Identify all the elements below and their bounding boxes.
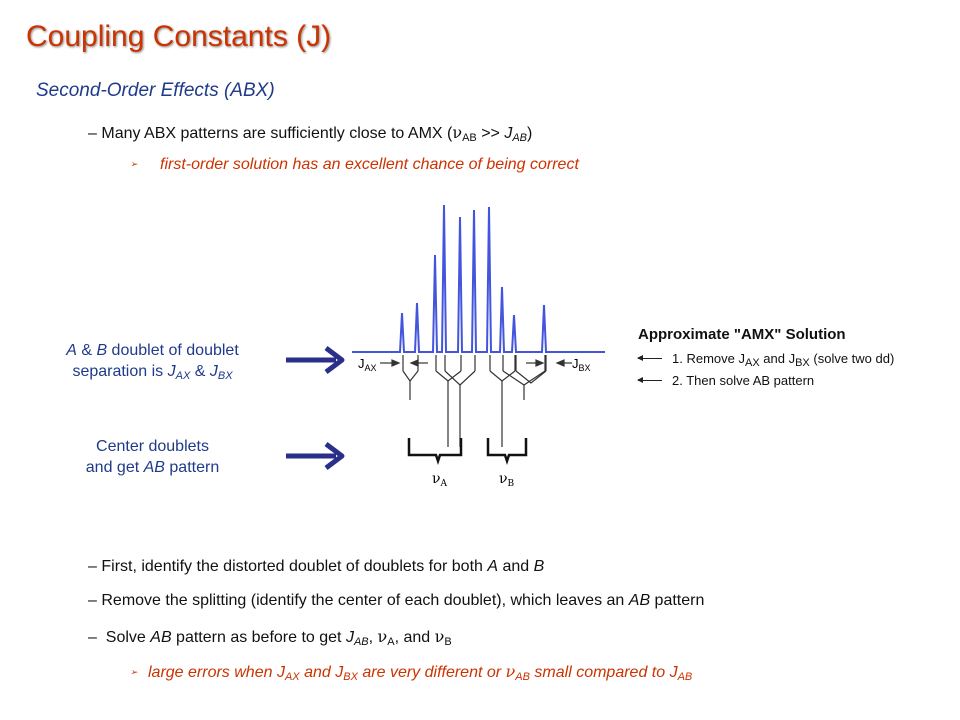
arrow-left-icon — [638, 358, 662, 359]
arrow-bullet-icon: ➢ — [130, 159, 138, 170]
abx-spectrum-trace — [352, 205, 605, 352]
intro-subpoint: ➢ first-order solution has an excellent chance of being correct — [130, 156, 579, 173]
arrow-bullet-icon: ➢ — [130, 667, 138, 678]
step-2: – Remove the splitting (identify the center of each doublet), which leaves an AB pattern — [88, 592, 705, 609]
center-doublets-label: Center doublets and get AB pattern — [85, 438, 220, 476]
step-1: – First, identify the distorted doublet of doublets for both A and B — [88, 558, 545, 575]
abx-spectrum-diagram — [350, 195, 615, 495]
nu-a-label: $\nu_A$ — [432, 471, 448, 489]
amx-solution-box — [638, 326, 894, 395]
amx-step-1: 1. Remove $J_{AX}$ and $J_{BX}$ (solve two dd) — [638, 351, 894, 373]
jbx-label: $J_{BX}$ — [572, 356, 591, 373]
nu-b-label: $\nu_B$ — [499, 471, 515, 489]
jax-label: $J_{AX}$ — [358, 356, 377, 373]
slide-subtitle: Second-Order Effects (ABX) — [36, 80, 275, 101]
intro-point: – Many ABX patterns are sufficiently close to AMX $(\nu_{AB} >> J_{AB})$ — [88, 123, 533, 144]
amx-step-2: 2. Then solve AB pattern — [638, 373, 894, 395]
step-3: – Solve AB pattern as before to get $J_{AB}$, $\nu_A$, and $\nu_B$ — [88, 627, 452, 648]
arrow-right-icon — [284, 340, 348, 380]
arrow-right-icon — [284, 436, 348, 476]
amx-solution-title: Approximate "AMX" Solution — [638, 326, 846, 343]
slide-title: Coupling Constants (J) — [26, 20, 332, 53]
step-warning: ➢ large errors when $J_{AX}$ and $J_{BX}$ are very different or $\nu_{AB}$ small compared to $J_{AB}$ — [130, 662, 693, 683]
dd-separation-label: A & B doublet of doublet separation is $J_{AX}$ & $J_{BX}$ — [66, 342, 239, 382]
arrow-left-icon — [638, 380, 662, 381]
